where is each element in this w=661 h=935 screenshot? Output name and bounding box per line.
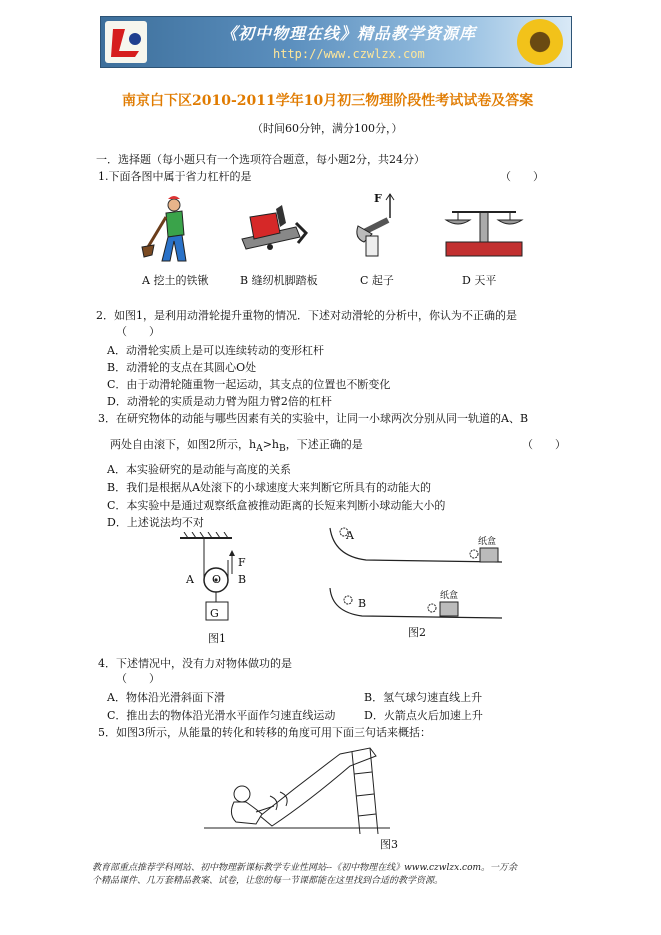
q2-answer-blank: （ ） [116, 325, 160, 338]
fig2-box-bottom: 纸盒 [440, 591, 459, 601]
header-banner [100, 16, 572, 68]
q2-option-a: A．动滑轮实质上是可以连续转动的变形杠杆 [107, 344, 324, 357]
q1-option-d: D 天平 [462, 274, 497, 287]
q1-stem: 1.下面各图中属于省力杠杆的是 [98, 170, 252, 183]
fig2-caption: 图2 [408, 626, 426, 639]
banner-title: 《初中物理在线》精品教学资源库 [221, 24, 477, 43]
fig2-label-a: A [346, 529, 354, 542]
q3-option-a: A．本实验研究的是动能与高度的关系 [107, 463, 291, 476]
q3-option-c: C．本实验中是通过观察纸盒被推动距离的长短来判断小球动能大小的 [107, 499, 446, 512]
page-footer [92, 862, 570, 888]
q5-stem: 5．如图3所示，从能量的转化和转移的角度可用下面三句话来概括： [98, 726, 431, 739]
page-title: 南京白下区2010-2011学年10月初三物理阶段性考试试卷及答案 [122, 93, 534, 109]
q4-option-b: B．氢气球匀速直线上升 [364, 691, 483, 704]
q1-option-a: A 挖土的铁锹 [142, 274, 209, 287]
q2-stem: 2．如图1，是利用动滑轮提升重物的情况．下述对动滑轮的分析中，你认为不正确的是 [96, 309, 517, 322]
fig2-box-top: 纸盒 [478, 537, 497, 547]
q3-option-b: B．我们是根据从A处滚下的小球速度大来判断它所具有的动能大的 [107, 481, 432, 494]
q4-stem: 4．下述情况中，没有力对物体做功的是 [98, 657, 292, 670]
section-title: 一．选择题（每小题只有一个选项符合题意，每小题2分，共24分） [96, 153, 425, 166]
q4-option-c: C．推出去的物体沿光滑水平面作匀速直线运动 [107, 709, 336, 722]
sewing-pedal-image [236, 203, 308, 259]
q3-answer-blank: （ ） [522, 438, 566, 451]
q2-option-b: B．动滑轮的支点在其圆心O处 [107, 361, 257, 374]
q4-answer-blank: （ ） [116, 672, 160, 685]
fig1-label-o: O [212, 573, 222, 586]
banner-url[interactable]: http://www.czwlzx.com [273, 47, 425, 61]
sunflower-image [517, 19, 563, 65]
fig2-label-b: B [358, 597, 367, 610]
site-logo [105, 21, 147, 63]
fig1-label-g: G [210, 607, 219, 620]
fig1-label-a: A [186, 573, 194, 586]
q1-answer-blank: （ ） [500, 170, 544, 183]
fig1-label-b: B [238, 573, 247, 586]
q2-option-c: C．由于动滑轮随重物一起运动，其支点的位置也不断变化 [107, 378, 391, 391]
fig1-label-f: F [238, 556, 246, 569]
footer-line-2: 个精品课件、几万套精品教案、试卷，让您的每一节课都能在这里找到合适的教学资源。 [92, 876, 444, 886]
q3-stem-line1: 3．在研究物体的动能与哪些因素有关的实验中，让同一小球两次分别从同一轨道的A、B [98, 412, 529, 425]
q4-option-d: D．火箭点火后加速上升 [364, 709, 483, 722]
force-label-f: F [374, 192, 382, 205]
q4-option-a: A．物体沿光滑斜面下滑 [107, 691, 225, 704]
q1-option-c: C 起子 [360, 274, 394, 287]
q3-stem-line2: 两处自由滚下，如图2所示，$h_A>h_B$，下述正确的是 [110, 438, 363, 455]
fig1-caption: 图1 [208, 632, 226, 645]
exam-duration: （时间60分钟，满分100分，） [252, 122, 403, 135]
shovel-worker-image [140, 195, 200, 267]
fig3-caption: 图3 [380, 838, 398, 851]
q1-option-b: B 缝纫机脚踏板 [240, 274, 318, 287]
q2-option-d: D．动滑轮的实质是动力臂为阻力臂2倍的杠杆 [107, 395, 332, 408]
figure-3-slide [200, 744, 396, 840]
q3-option-d: D．上述说法均不对 [107, 516, 204, 529]
footer-line-1: 教育部重点推荐学科网站、初中物理新课标教学专业性网站--《初中物理在线》www.czwlzx.com。一万余 [92, 863, 518, 873]
balance-scale-image [442, 200, 526, 260]
